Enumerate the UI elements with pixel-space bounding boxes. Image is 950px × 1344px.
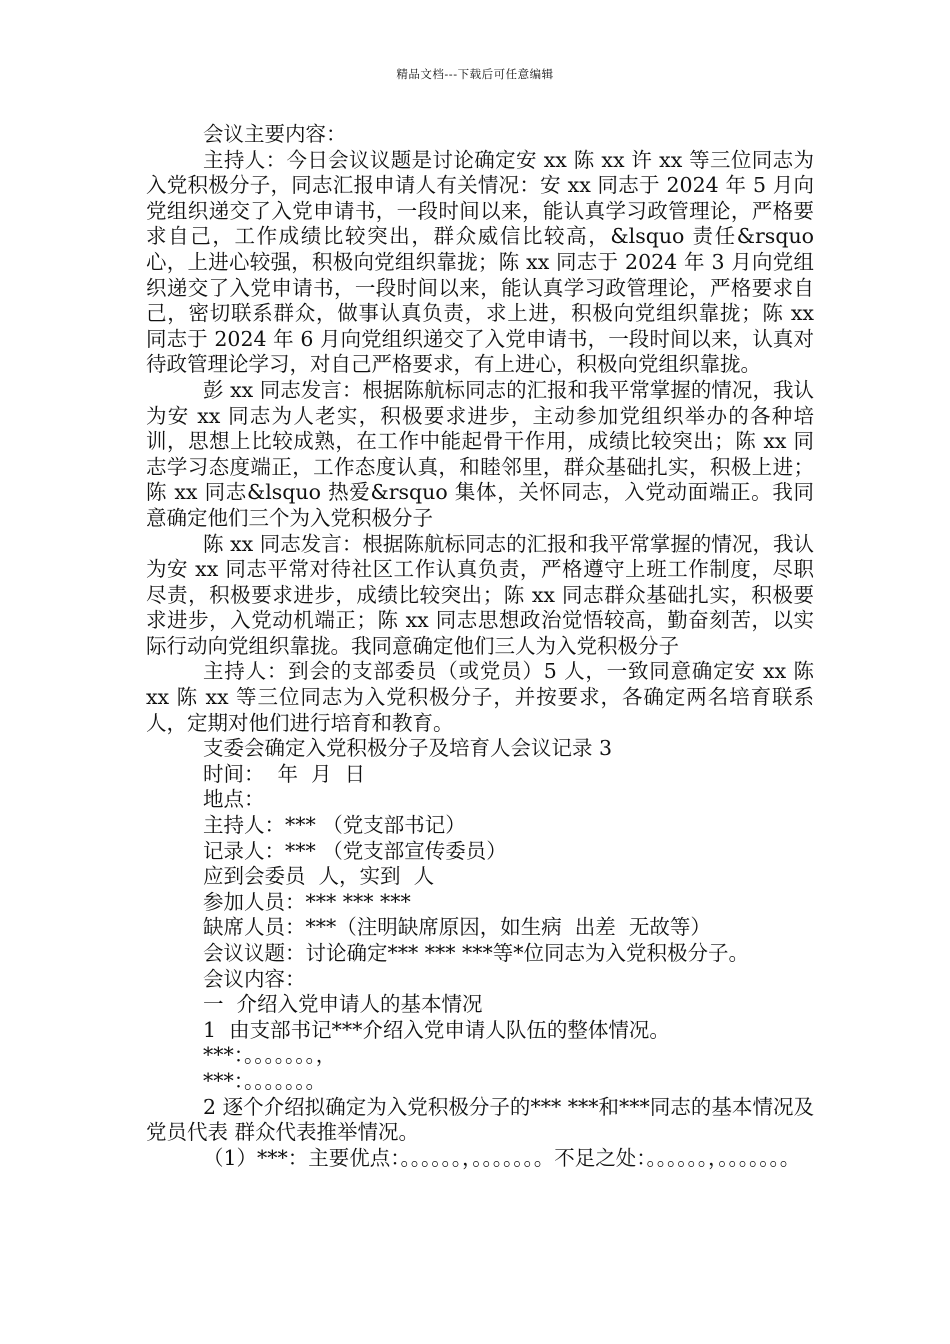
recorder-line: 记录人：*** （党支部宣传委员）	[203, 838, 507, 863]
attendance-line: 应到会委员 人，实到 人	[203, 864, 435, 889]
absentees-line: 缺席人员：***（注明缺席原因，如生病 出差 无故等）	[203, 915, 711, 940]
candidate-one-paragraph: （1）***：主要优点：。。。。。。，。。。。。。。不足之处：。。。。。。，。。。。。。。	[203, 1145, 801, 1170]
placeholder-line-2: ***：。。。。。。。	[203, 1068, 326, 1093]
placeholder-line-1: ***：。。。。。。。，	[203, 1043, 337, 1068]
item-two-paragraph: 2 逐个介绍拟确定为入党积极分子的*** ***和***同志的基本情况及党员代表 群众代表推举情况。	[146, 1094, 814, 1145]
content-heading: 会议内容：	[203, 966, 306, 991]
document-body	[146, 122, 814, 1171]
host-report-paragraph: 主持人：今日会议议题是讨论确定安 xx 陈 xx 许 xx 等三位同志为入党积极分子，同志汇报申请人有关情况：安 xx 同志于 2024 年 5 月向党组织递交了入党申请书，一段时间以来，能认真学习政管理论，严格要求自己，工作成绩比较突出，群众威信比较高，&lsquo 责任&rsquo 心，上进心较强，积极向党组织靠拢；陈 xx 同志于 2024 年 3 月向党组织递交了入党申请书，一段时间以来，能认真学习政管理论，严格要求自己，密切联系群众，做事认真负责，求上进，积极向党组织靠拢；陈 xx 同志于 2024 年 6 月向党组织递交了入党申请书，一段时间以来，认真对待政管理论学习，对自己严格要求，有上进心，积极向党组织靠拢。	[146, 147, 814, 377]
agenda-heading: 会议主要内容：	[203, 122, 347, 146]
peng-speech-paragraph: 彭 xx 同志发言：根据陈航标同志的汇报和我平常掌握的情况，我认为安 xx 同志为人老实，积极要求进步，主动参加党组织举办的各种培训，思想上比较成熟，在工作中能起骨干作用，成绩比较突出；陈 xx 同志学习态度端正，工作态度认真，和睦邻里，群众基础扎实，积极上进；陈 xx 同志&lsquo 热爱&rsquo 集体，关怀同志，入党动面端正。我同意确定他们三个为入党积极分子	[146, 377, 814, 530]
page-header: 精品文档---下载后可任意编辑	[396, 67, 554, 81]
section-one-heading: 一 介绍入党申请人的基本情况	[203, 992, 483, 1017]
record-3-title: 支委会确定入党积极分子及培育人会议记录 3	[203, 736, 613, 761]
chen-speech-paragraph: 陈 xx 同志发言：根据陈航标同志的汇报和我平常掌握的情况，我认为安 xx 同志平常对待社区工作认真负责，严格遵守上班工作制度，尽职尽责，积极要求进步，成绩比较突出；陈 xx 同志群众基础扎实，积极要求进步，入党动机端正；陈 xx 同志思想政治觉悟较高，勤奋刻苦，以实际行动向党组织靠拢。我同意确定他们三人为入党积极分子	[146, 531, 814, 658]
host-line: 主持人：*** （党支部书记）	[203, 813, 466, 838]
topic-line: 会议议题：讨论确定*** *** ***等*位同志为入党积极分子。	[203, 941, 750, 965]
participants-line: 参加人员：*** *** ***	[203, 889, 411, 914]
time-line: 时间： 年 月 日	[203, 761, 366, 786]
host-conclusion-paragraph: 主持人：到会的支部委员（或党员）5 人，一致同意确定安 xx 陈 xx 陈 xx 等三位同志为入党积极分子，并按要求，各确定两名培育联系人，定期对他们进行培育和教育。	[146, 659, 814, 735]
item-one-line: 1 由支部书记***介绍入党申请人队伍的整体情况。	[203, 1017, 670, 1042]
location-line: 地点：	[203, 787, 265, 812]
